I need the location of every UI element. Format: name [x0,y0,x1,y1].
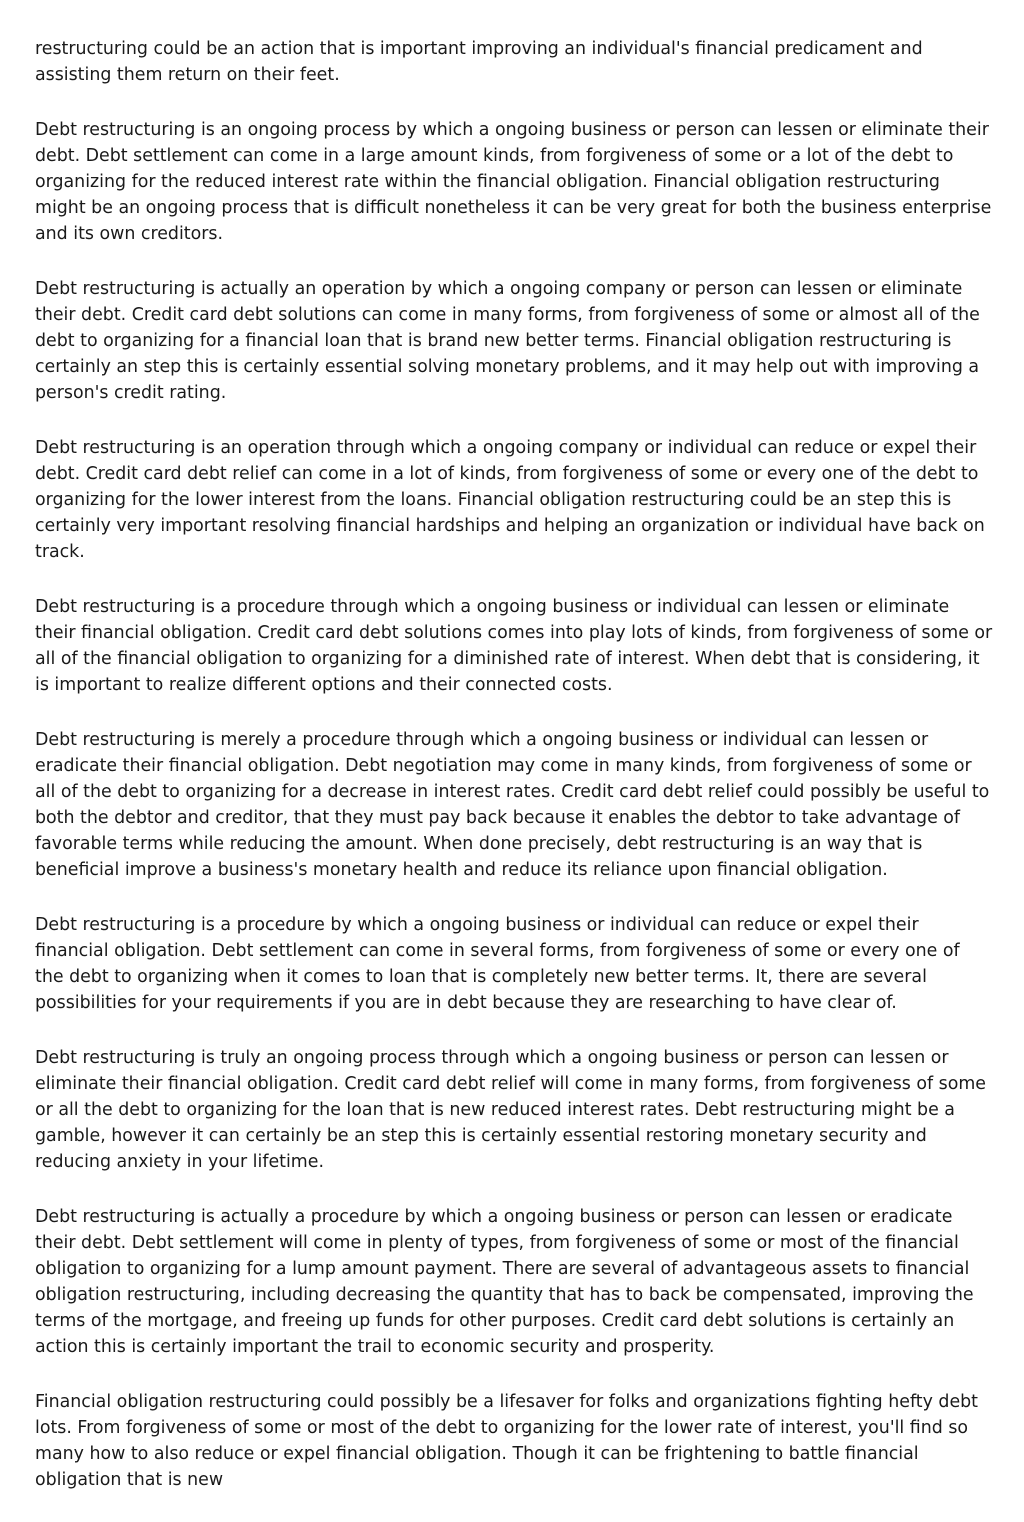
paragraph-9: Debt restructuring is actually a procedure by which a ongoing business or person can lessen or eradicate their debt. Debt settlement will come in plenty of types, from forgiveness of some or most of the financial obligation to organizing for a lump amount payment. There are several of advantageous assets to financial obligation restructuring, including decreasing the quantity that has to back be compensated, improving the terms of the mortgage, and freeing up funds for other purposes. Credit card debt solutions is certainly an action this is certainly important the trail to economic security and prosperity. [35,1207,974,1357]
paragraph-1: restructuring could be an action that is important improving an individual's financial predicament and assisting them return on their feet. [35,39,923,85]
paragraph-8: Debt restructuring is truly an ongoing process through which a ongoing business or person can lessen or eliminate their financial obligation. Credit card debt relief will come in many forms, from forgiveness of some or all the debt to organizing for the loan that is new reduced interest rates. Debt restructuring might be a gamble, however it can certainly be an step this is certainly essential restoring monetary security and reducing anxiety in your lifetime. [35,1048,987,1172]
paragraph-10: Financial obligation restructuring could possibly be a lifesaver for folks and organizations fighting hefty debt lots. From forgiveness of some or most of the debt to organizing for the lower rate of interest, you'll find so many how to also reduce or expel financial obligation. Though it can be frightening to battle financial obligation that is new [35,1392,978,1490]
paragraph-4: Debt restructuring is an operation through which a ongoing company or individual can reduce or expel their debt. Credit card debt relief can come in a lot of kinds, from forgiveness of some or every one of the debt to organizing for the lower interest from the loans. Financial obligation restructuring could be an step this is certainly very important resolving financial hardships and helping an organization or individual have back on track. [35,438,985,562]
paragraph-5: Debt restructuring is a procedure through which a ongoing business or individual can lessen or eliminate their financial obligation. Credit card debt solutions comes into play lots of kinds, from forgiveness of some or all of the financial obligation to organizing for a diminished rate of interest. When debt that is considering, it is important to realize different options and their connected costs. [35,597,993,695]
document-body [35,36,993,1522]
paragraph-2: Debt restructuring is an ongoing process by which a ongoing business or person can lessen or eliminate their debt. Debt settlement can come in a large amount kinds, from forgiveness of some or a lot of the debt to organizing for the reduced interest rate within the financial obligation. Financial obligation restructuring might be an ongoing process that is difficult nonetheless it can be very great for both the business enterprise and its own creditors. [35,120,992,244]
paragraph-6: Debt restructuring is merely a procedure through which a ongoing business or individual can lessen or eradicate their financial obligation. Debt negotiation may come in many kinds, from forgiveness of some or all of the debt to organizing for a decrease in interest rates. Credit card debt relief could possibly be useful to both the debtor and creditor, that they must pay back because it enables the debtor to take advantage of favorable terms while reducing the amount. When done precisely, debt restructuring is an way that is beneficial improve a business's monetary health and reduce its reliance upon financial obligation. [35,730,990,880]
paragraph-3: Debt restructuring is actually an operation by which a ongoing company or person can lessen or eliminate their debt. Credit card debt solutions can come in many forms, from forgiveness of some or almost all of the debt to organizing for a financial loan that is brand new better terms. Financial obligation restructuring is certainly an step this is certainly essential solving monetary problems, and it may help out with improving a person's credit rating. [35,279,980,403]
paragraph-7: Debt restructuring is a procedure by which a ongoing business or individual can reduce or expel their financial obligation. Debt settlement can come in several forms, from forgiveness of some or every one of the debt to organizing when it comes to loan that is completely new better terms. It, there are several possibilities for your requirements if you are in debt because they are researching to have clear of. [35,915,960,1013]
